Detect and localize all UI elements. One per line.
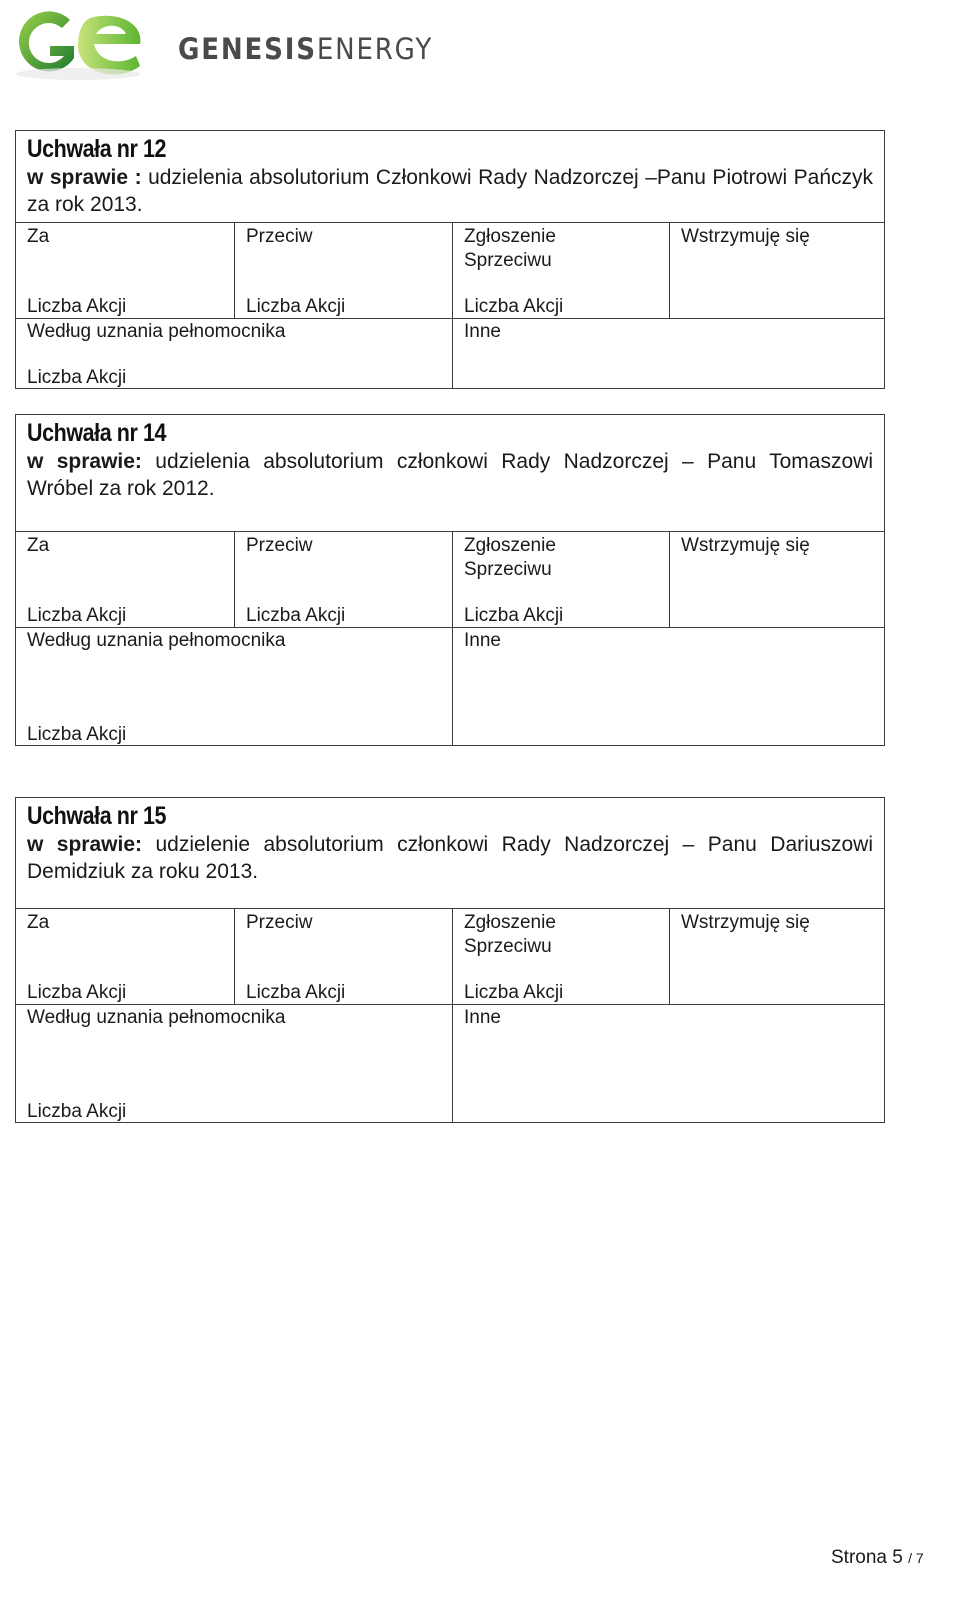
vote-inne-label: Inne — [464, 321, 501, 342]
share-count-label: Liczba Akcji — [27, 982, 127, 1003]
page-label: Strona 5 — [831, 1547, 903, 1568]
vote-zgloszenie-label: Zgłoszenie Sprzeciwu — [464, 912, 556, 957]
vote-extra-row — [16, 319, 884, 389]
vote-wstrzymuje-cell[interactable] — [669, 223, 884, 318]
vote-wedlug-label: Według uznania pełnomocnika — [27, 1007, 286, 1028]
resolution-description — [27, 164, 873, 218]
share-count-label: Liczba Akcji — [27, 724, 127, 745]
vote-inne-cell[interactable] — [452, 628, 884, 746]
vote-przeciw-label: Przeciw — [246, 912, 313, 933]
share-count-label: Liczba Akcji — [246, 605, 346, 626]
logo-word-bold: GENESIS — [178, 32, 317, 66]
share-count-label: Liczba Akcji — [464, 982, 564, 1003]
vote-za-cell[interactable] — [16, 909, 234, 1004]
share-count-label: Liczba Akcji — [246, 982, 346, 1003]
resolution-block-14 — [15, 414, 885, 746]
page-number — [831, 1547, 924, 1569]
logo-wordmark — [178, 32, 433, 66]
vote-zgloszenie-cell[interactable] — [452, 223, 669, 318]
vote-extra-row — [16, 628, 884, 746]
vote-zgloszenie-label: Zgłoszenie Sprzeciwu — [464, 226, 556, 271]
vote-wedlug-label: Według uznania pełnomocnika — [27, 630, 286, 651]
vote-wedlug-label: Według uznania pełnomocnika — [27, 321, 286, 342]
vote-zgloszenie-cell[interactable] — [452, 532, 669, 627]
vote-inne-cell[interactable] — [452, 319, 884, 389]
share-count-label: Liczba Akcji — [464, 605, 564, 626]
vote-wstrzymuje-label: Wstrzymuję się — [681, 535, 810, 556]
resolution-text: udzielenie absolutorium członkowi Rady Nadzorczej – Panu Dariuszowi Demidziuk za roku 2013. — [27, 833, 873, 883]
company-logo — [8, 6, 448, 86]
share-count-label: Liczba Akcji — [27, 605, 127, 626]
vote-wedlug-cell[interactable] — [16, 1005, 452, 1123]
vote-przeciw-cell[interactable] — [234, 532, 452, 627]
vote-wstrzymuje-label: Wstrzymuję się — [681, 912, 810, 933]
resolution-header — [16, 415, 884, 532]
resolution-block-12 — [15, 130, 885, 389]
resolution-text: udzielenia absolutorium Członkowi Rady Nadzorczej –Panu Piotrowi Pańczyk za rok 2013. — [27, 166, 873, 216]
vote-zgloszenie-cell[interactable] — [452, 909, 669, 1004]
share-count-label: Liczba Akcji — [27, 296, 127, 317]
vote-inne-label: Inne — [464, 630, 501, 651]
vote-wstrzymuje-cell[interactable] — [669, 532, 884, 627]
vote-options-row — [16, 532, 884, 628]
vote-za-label: Za — [27, 226, 50, 247]
vote-wstrzymuje-label: Wstrzymuję się — [681, 226, 810, 247]
share-count-label: Liczba Akcji — [27, 1101, 127, 1122]
share-count-label: Liczba Akcji — [464, 296, 564, 317]
resolution-title: Uchwała nr 12 — [27, 135, 167, 163]
vote-inne-label: Inne — [464, 1007, 501, 1028]
vote-za-cell[interactable] — [16, 223, 234, 318]
resolution-header — [16, 131, 884, 223]
resolution-text: udzielenia absolutorium członkowi Rady Nadzorczej – Panu Tomaszowi Wróbel za rok 2012. — [27, 450, 873, 500]
vote-wedlug-cell[interactable] — [16, 319, 452, 389]
vote-inne-cell[interactable] — [452, 1005, 884, 1123]
resolution-description — [27, 448, 873, 502]
resolution-lead: w sprawie: — [27, 450, 142, 473]
resolution-block-15 — [15, 797, 885, 1123]
resolution-description — [27, 831, 873, 885]
vote-za-label: Za — [27, 912, 50, 933]
vote-wedlug-cell[interactable] — [16, 628, 452, 746]
vote-przeciw-label: Przeciw — [246, 535, 313, 556]
logo-word-regular: ENERGY — [316, 32, 434, 66]
vote-wstrzymuje-cell[interactable] — [669, 909, 884, 1004]
page-total: / 7 — [908, 1550, 924, 1566]
vote-options-row — [16, 909, 884, 1005]
vote-przeciw-cell[interactable] — [234, 223, 452, 318]
genesis-energy-logo-icon — [8, 6, 148, 86]
vote-options-row — [16, 223, 884, 319]
vote-extra-row — [16, 1005, 884, 1123]
resolution-title: Uchwała nr 15 — [27, 802, 167, 830]
resolution-lead: w sprawie: — [27, 833, 142, 856]
resolution-lead: w sprawie : — [27, 166, 142, 189]
vote-przeciw-label: Przeciw — [246, 226, 313, 247]
resolution-title: Uchwała nr 14 — [27, 419, 167, 447]
vote-za-label: Za — [27, 535, 50, 556]
share-count-label: Liczba Akcji — [27, 367, 127, 388]
share-count-label: Liczba Akcji — [246, 296, 346, 317]
vote-za-cell[interactable] — [16, 532, 234, 627]
vote-zgloszenie-label: Zgłoszenie Sprzeciwu — [464, 535, 556, 580]
vote-przeciw-cell[interactable] — [234, 909, 452, 1004]
resolution-header — [16, 798, 884, 909]
